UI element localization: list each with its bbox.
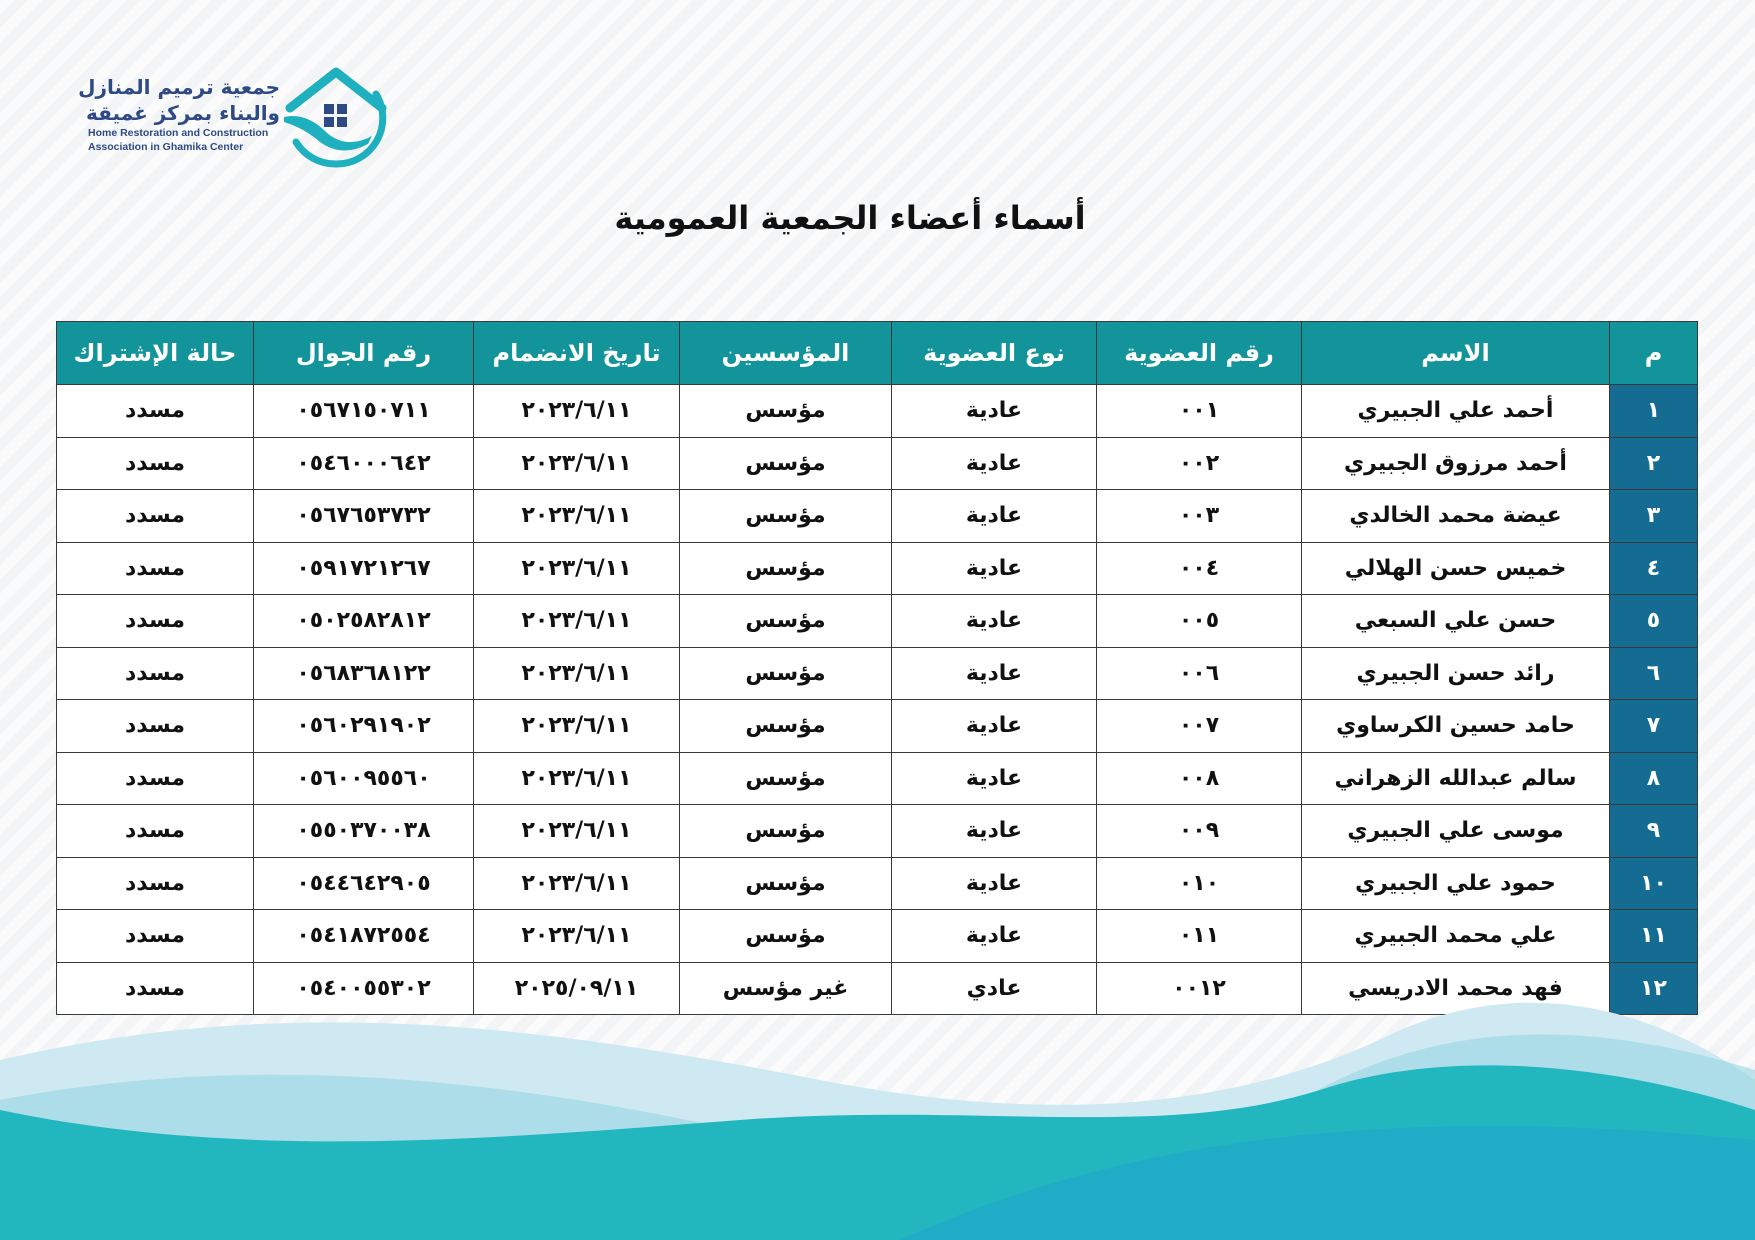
header-name: الاسم	[1302, 322, 1610, 385]
cell-membership-number: ٠٠٩	[1097, 805, 1302, 858]
cell-subscription-status: مسدد	[57, 437, 254, 490]
cell-membership-number: ٠٠٥	[1097, 595, 1302, 648]
cell-subscription-status: مسدد	[57, 542, 254, 595]
cell-mobile: ٠٥٦٠٢٩١٩٠٢	[254, 700, 474, 753]
cell-membership-type: عادية	[892, 595, 1097, 648]
cell-join-date: ٢٠٢٣/٦/١١	[474, 752, 680, 805]
cell-join-date: ٢٠٢٣/٦/١١	[474, 805, 680, 858]
cell-index: ١٠	[1610, 857, 1698, 910]
cell-name: أحمد مرزوق الجبيري	[1302, 437, 1610, 490]
cell-mobile: ٠٥٩١٧٢١٢٦٧	[254, 542, 474, 595]
header-founders: المؤسسين	[680, 322, 892, 385]
cell-membership-type: عادية	[892, 542, 1097, 595]
table-row	[57, 752, 1698, 805]
cell-membership-type: عادي	[892, 962, 1097, 1015]
cell-index: ٦	[1610, 647, 1698, 700]
logo-name-en-line2: Association in Ghamika Center	[88, 141, 244, 153]
cell-membership-number: ٠٠٦	[1097, 647, 1302, 700]
cell-index: ١	[1610, 385, 1698, 438]
cell-join-date: ٢٠٢٣/٦/١١	[474, 700, 680, 753]
cell-founder: غير مؤسس	[680, 962, 892, 1015]
logo-text	[80, 74, 280, 154]
cell-join-date: ٢٠٢٣/٦/١١	[474, 490, 680, 543]
cell-index: ٩	[1610, 805, 1698, 858]
cell-subscription-status: مسدد	[57, 910, 254, 963]
cell-founder: مؤسس	[680, 700, 892, 753]
members-table-body	[57, 385, 1698, 1015]
cell-mobile: ٠٥٥٠٣٧٠٠٣٨	[254, 805, 474, 858]
cell-membership-type: عادية	[892, 910, 1097, 963]
header-mobile: رقم الجوال	[254, 322, 474, 385]
cell-founder: مؤسس	[680, 857, 892, 910]
cell-name: رائد حسن الجبيري	[1302, 647, 1610, 700]
cell-name: فهد محمد الادريسي	[1302, 962, 1610, 1015]
cell-membership-type: عادية	[892, 700, 1097, 753]
table-row	[57, 910, 1698, 963]
logo-name-ar-line2: والبناء بمركز غميقة	[86, 101, 280, 125]
cell-membership-type: عادية	[892, 805, 1097, 858]
cell-founder: مؤسس	[680, 490, 892, 543]
cell-index: ٧	[1610, 700, 1698, 753]
cell-membership-type: عادية	[892, 490, 1097, 543]
cell-join-date: ٢٠٢٣/٦/١١	[474, 910, 680, 963]
cell-founder: مؤسس	[680, 647, 892, 700]
table-row	[57, 700, 1698, 753]
header-membership-number: رقم العضوية	[1097, 322, 1302, 385]
table-row	[57, 857, 1698, 910]
cell-membership-type: عادية	[892, 437, 1097, 490]
header-join-date: تاريخ الانضمام	[474, 322, 680, 385]
cell-founder: مؤسس	[680, 595, 892, 648]
cell-mobile: ٠٥٤٤٦٤٢٩٠٥	[254, 857, 474, 910]
cell-index: ١٢	[1610, 962, 1698, 1015]
cell-name: حمود علي الجبيري	[1302, 857, 1610, 910]
table-row	[57, 805, 1698, 858]
cell-subscription-status: مسدد	[57, 490, 254, 543]
cell-membership-number: ٠٠٢	[1097, 437, 1302, 490]
cell-subscription-status: مسدد	[57, 805, 254, 858]
cell-name: سالم عبدالله الزهراني	[1302, 752, 1610, 805]
cell-join-date: ٢٠٢٣/٦/١١	[474, 647, 680, 700]
cell-index: ٨	[1610, 752, 1698, 805]
cell-membership-number: ٠٠٨	[1097, 752, 1302, 805]
cell-subscription-status: مسدد	[57, 752, 254, 805]
cell-founder: مؤسس	[680, 752, 892, 805]
cell-subscription-status: مسدد	[57, 647, 254, 700]
cell-founder: مؤسس	[680, 385, 892, 438]
cell-mobile: ٠٥٦٨٣٦٨١٢٢	[254, 647, 474, 700]
cell-mobile: ٠٥٤٠٠٥٥٣٠٢	[254, 962, 474, 1015]
cell-index: ٥	[1610, 595, 1698, 648]
table-header-row	[57, 322, 1698, 385]
cell-index: ٢	[1610, 437, 1698, 490]
cell-founder: مؤسس	[680, 910, 892, 963]
logo-name-en-line1: Home Restoration and Construction	[88, 127, 269, 139]
cell-subscription-status: مسدد	[57, 700, 254, 753]
cell-join-date: ٢٠٢٣/٦/١١	[474, 857, 680, 910]
cell-name: حامد حسين الكرساوي	[1302, 700, 1610, 753]
table-row	[57, 542, 1698, 595]
decorative-wave	[0, 990, 1755, 1240]
cell-name: خميس حسن الهلالي	[1302, 542, 1610, 595]
cell-mobile: ٠٥٤٦٠٠٠٦٤٢	[254, 437, 474, 490]
cell-mobile: ٠٥٠٢٥٨٢٨١٢	[254, 595, 474, 648]
cell-name: حسن علي السبعي	[1302, 595, 1610, 648]
cell-join-date: ٢٠٢٣/٦/١١	[474, 385, 680, 438]
cell-join-date: ٢٠٢٣/٦/١١	[474, 595, 680, 648]
cell-mobile: ٠٥٤١٨٧٢٥٥٤	[254, 910, 474, 963]
cell-membership-type: عادية	[892, 857, 1097, 910]
members-table	[56, 321, 1698, 1015]
table-row	[57, 490, 1698, 543]
page-title: أسماء أعضاء الجمعية العمومية	[614, 199, 1086, 237]
cell-join-date: ٢٠٢٣/٦/١١	[474, 437, 680, 490]
cell-membership-number: ٠٠١٢	[1097, 962, 1302, 1015]
header-membership-type: نوع العضوية	[892, 322, 1097, 385]
cell-founder: مؤسس	[680, 805, 892, 858]
cell-subscription-status: مسدد	[57, 385, 254, 438]
cell-subscription-status: مسدد	[57, 962, 254, 1015]
cell-mobile: ٠٥٦٧٦٥٣٧٣٢	[254, 490, 474, 543]
table-row	[57, 437, 1698, 490]
cell-index: ٤	[1610, 542, 1698, 595]
cell-membership-number: ٠٠٧	[1097, 700, 1302, 753]
cell-membership-number: ٠٠٣	[1097, 490, 1302, 543]
logo-name-ar-line1: جمعية ترميم المنازل	[78, 75, 280, 99]
table-row	[57, 595, 1698, 648]
cell-index: ٣	[1610, 490, 1698, 543]
header-index: م	[1610, 322, 1698, 385]
cell-join-date: ٢٠٢٥/٠٩/١١	[474, 962, 680, 1015]
cell-subscription-status: مسدد	[57, 595, 254, 648]
header-subscription-status: حالة الإشتراك	[57, 322, 254, 385]
table-row	[57, 647, 1698, 700]
cell-membership-number: ٠٠٤	[1097, 542, 1302, 595]
cell-membership-number: ٠١١	[1097, 910, 1302, 963]
cell-membership-number: ٠٠١	[1097, 385, 1302, 438]
cell-join-date: ٢٠٢٣/٦/١١	[474, 542, 680, 595]
cell-membership-type: عادية	[892, 647, 1097, 700]
cell-name: علي محمد الجبيري	[1302, 910, 1610, 963]
cell-mobile: ٠٥٦٧١٥٠٧١١	[254, 385, 474, 438]
cell-founder: مؤسس	[680, 542, 892, 595]
cell-mobile: ٠٥٦٠٠٩٥٥٦٠	[254, 752, 474, 805]
cell-subscription-status: مسدد	[57, 857, 254, 910]
cell-name: موسى علي الجبيري	[1302, 805, 1610, 858]
house-hand-icon	[276, 62, 396, 172]
cell-name: عيضة محمد الخالدي	[1302, 490, 1610, 543]
cell-founder: مؤسس	[680, 437, 892, 490]
cell-membership-type: عادية	[892, 752, 1097, 805]
cell-membership-type: عادية	[892, 385, 1097, 438]
cell-name: أحمد علي الجبيري	[1302, 385, 1610, 438]
cell-index: ١١	[1610, 910, 1698, 963]
cell-membership-number: ٠١٠	[1097, 857, 1302, 910]
association-logo	[70, 62, 400, 182]
table-row	[57, 385, 1698, 438]
